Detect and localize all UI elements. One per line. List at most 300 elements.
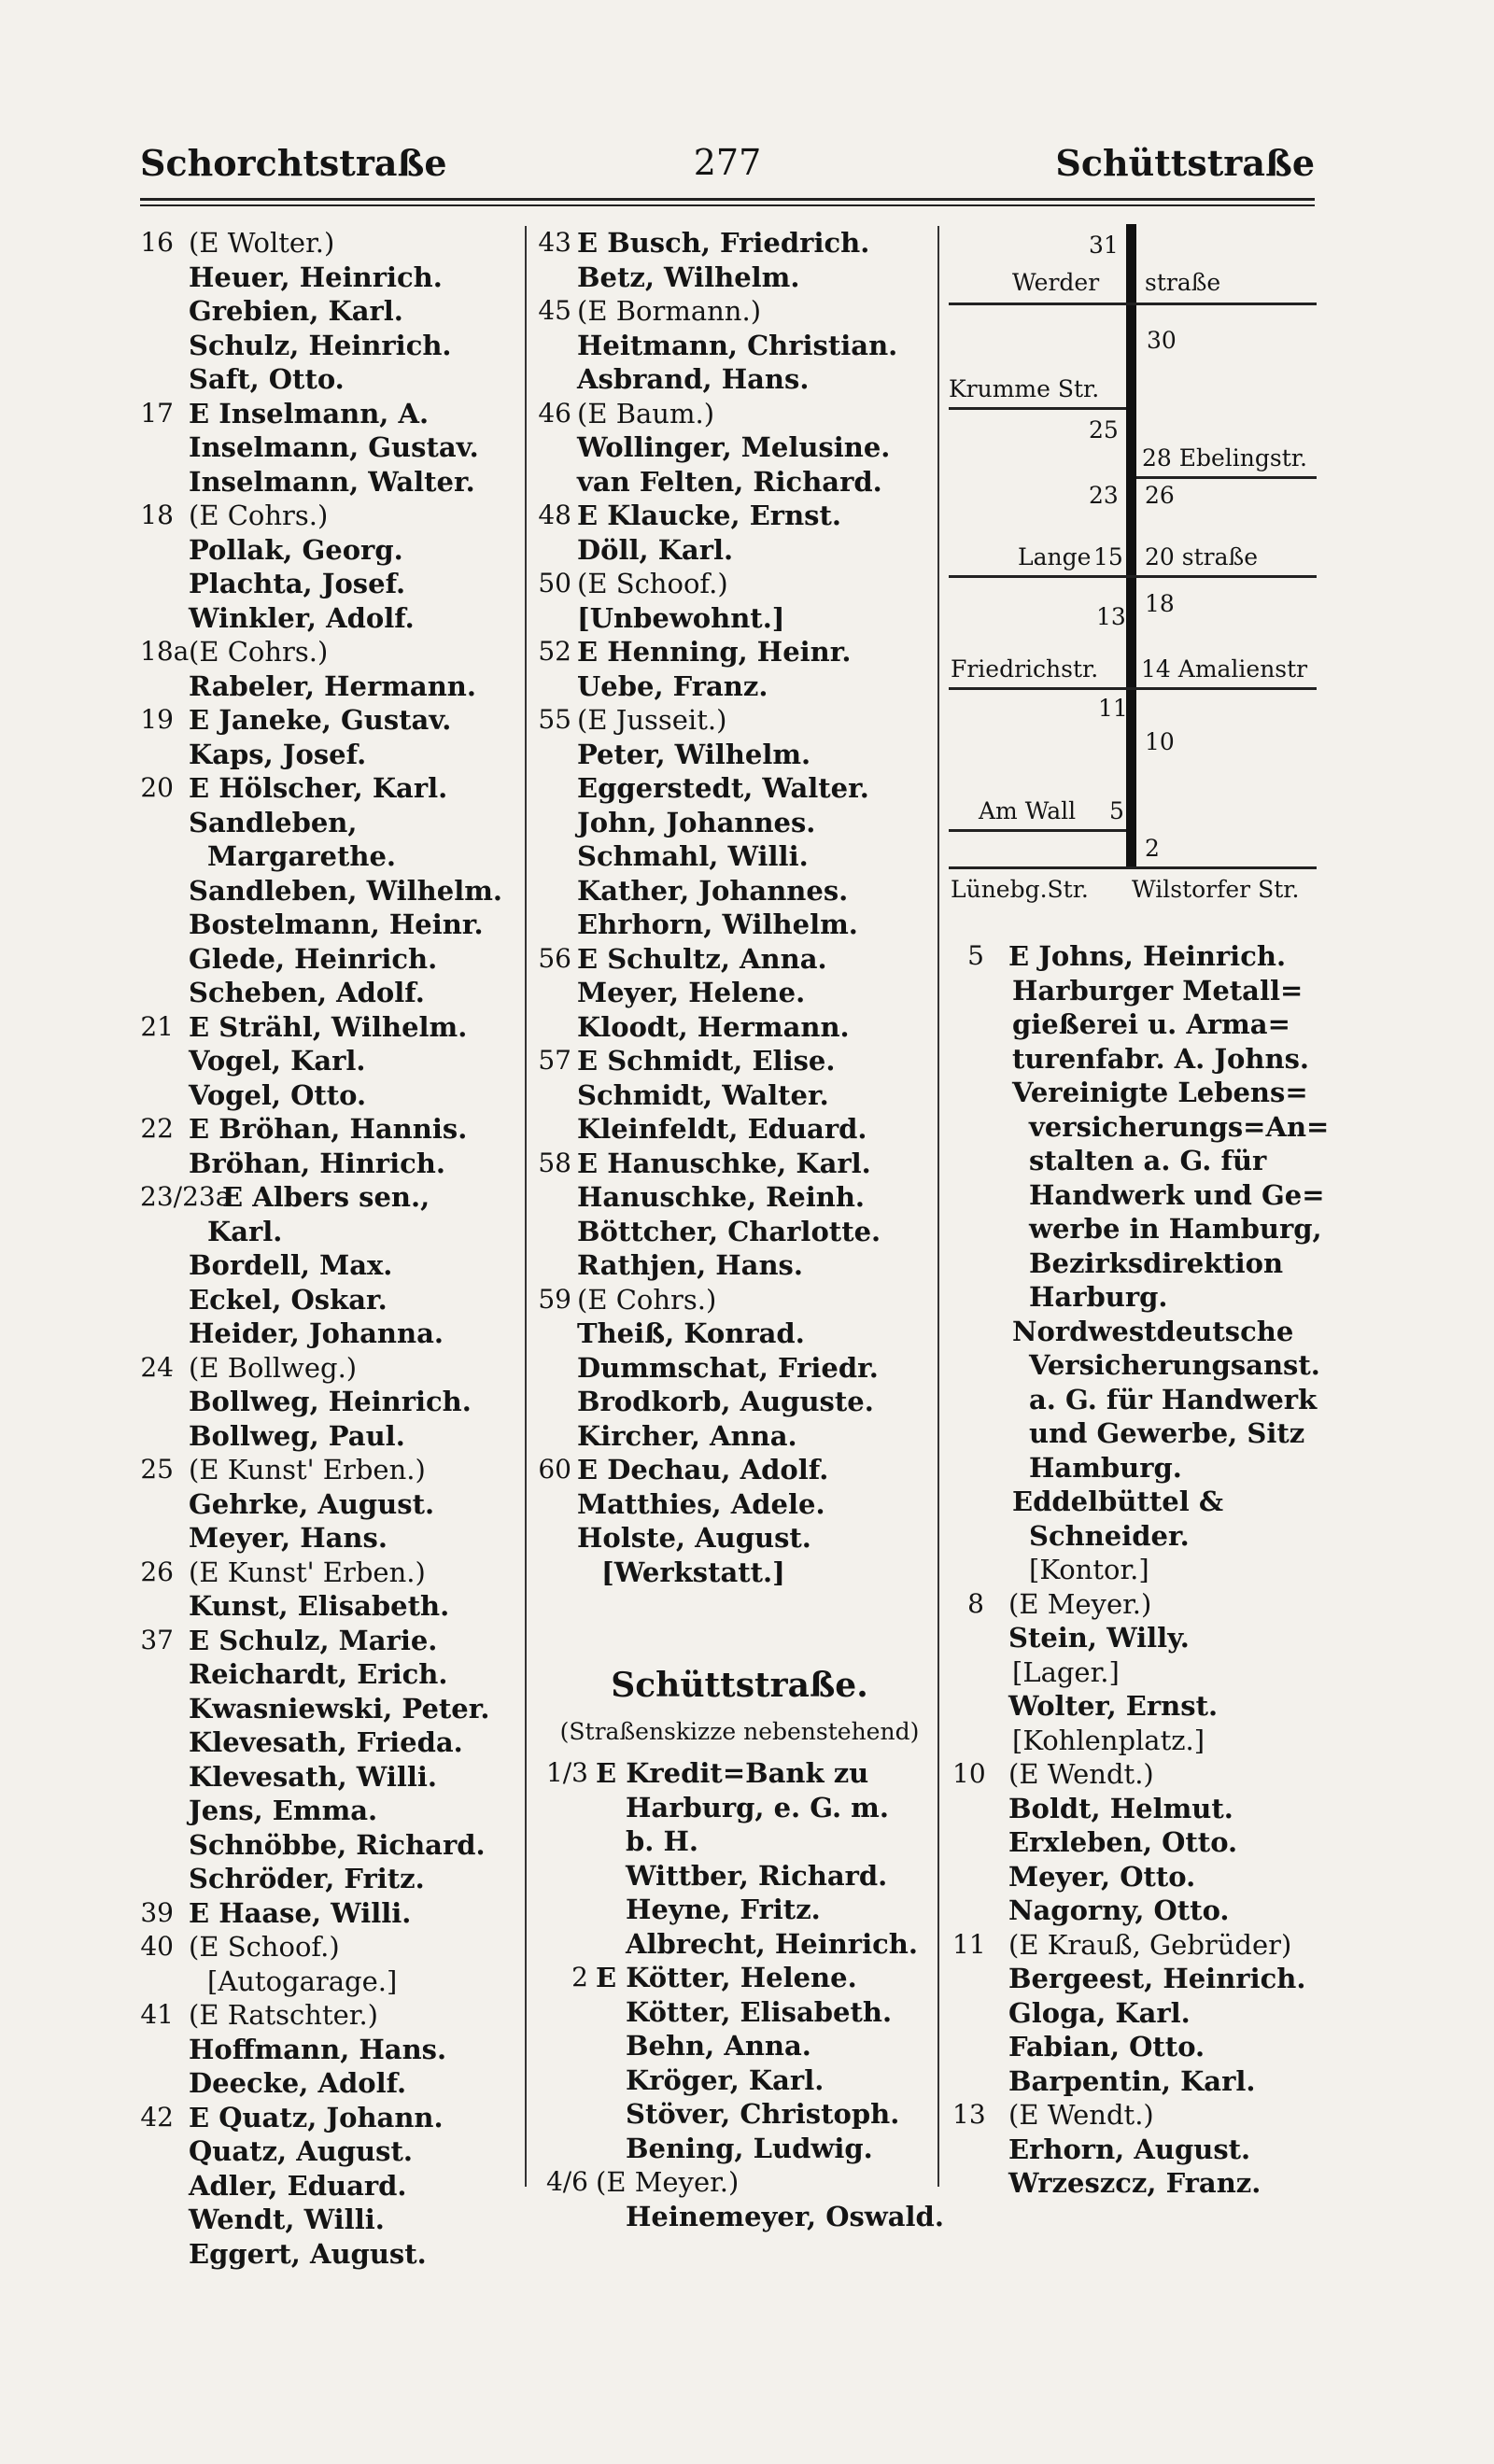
house-number: 24 (140, 1351, 174, 1383)
directory-entry (140, 1112, 523, 1147)
column-2-entries-top (536, 226, 943, 1589)
resident-name: Karl. (207, 1215, 283, 1247)
house-number: 52 (538, 636, 571, 667)
sketch-street-label: straße (1145, 269, 1221, 296)
resident-name: E Johns, Heinrich. (1008, 940, 1287, 972)
resident-name: Jens, Emma. (189, 1795, 378, 1826)
resident-name: Vogel, Otto. (189, 1078, 367, 1111)
resident-name: Schneider. (1029, 1519, 1190, 1552)
house-number: 16 (140, 227, 174, 258)
sketch-street-label: Lange (1018, 543, 1092, 570)
directory-entry (536, 839, 943, 874)
house-number: 43 (538, 227, 571, 258)
spacer (536, 1624, 943, 1658)
resident-name: Bröhan, Hinrich. (189, 1147, 445, 1179)
directory-entry (536, 533, 943, 568)
section-subtitle: (Straßenskizze nebenstehend) (559, 1718, 920, 1745)
directory-entry (536, 2200, 943, 2234)
resident-name: E Schulz, Marie. (189, 1624, 438, 1656)
directory-entry (140, 362, 523, 397)
directory-entry (952, 1110, 1330, 1145)
sketch-number: 18 (1145, 590, 1175, 617)
directory-entry (140, 1248, 523, 1283)
directory-entry (140, 2203, 523, 2237)
resident-name: (E Krauß, Gebrüder) (1008, 1928, 1292, 1961)
resident-name: (E Wendt.) (1008, 1758, 1154, 1790)
resident-name: Pollak, Georg. (189, 533, 403, 566)
resident-name: Inselmann, Gustav. (189, 431, 479, 463)
resident-name: Dummschat, Friedr. (577, 1351, 879, 1384)
house-number: 5 (967, 940, 984, 971)
resident-name: Kleinfeldt, Eduard. (577, 1113, 867, 1145)
resident-name: Eddelbüttel & (1012, 1485, 1224, 1517)
directory-entry (140, 430, 523, 465)
directory-entry (536, 1147, 943, 1181)
directory-entry (536, 430, 943, 465)
directory-entry (952, 1860, 1317, 1894)
sketch-cross-street (949, 407, 1126, 410)
resident-name: (E Ratschter.) (189, 1999, 378, 2031)
house-number: 58 (538, 1147, 571, 1178)
sketch-street-label: 20 straße (1145, 543, 1258, 570)
house-number: 56 (538, 942, 571, 974)
directory-entry (952, 939, 1317, 974)
directory-entry (536, 1521, 943, 1556)
resident-name: Bollweg, Paul. (189, 1419, 405, 1452)
resident-name: Kloodt, Hermann. (577, 1010, 850, 1043)
resident-name: versicherungs=An= (1029, 1110, 1330, 1143)
house-number: 8 (967, 1587, 984, 1619)
directory-entry (536, 1556, 943, 1590)
directory-entry (140, 1692, 523, 1726)
directory-entry (140, 1930, 523, 1964)
directory-entry (952, 2133, 1317, 2167)
header-street-left: Schorchtstraße (140, 142, 447, 184)
directory-entry (140, 2237, 523, 2272)
directory-entry (536, 1453, 943, 1487)
resident-name: (E Kunst' Erben.) (189, 1556, 426, 1588)
directory-entry (140, 1351, 523, 1386)
directory-entry (952, 1587, 1317, 1622)
house-number: 20 (140, 772, 174, 803)
sketch-street-label: Wilstorfer Str. (1132, 876, 1300, 903)
resident-name: Schmidt, Walter. (577, 1078, 829, 1111)
resident-name: Theiß, Konrad. (577, 1317, 805, 1349)
resident-name: Schmahl, Willi. (577, 840, 809, 872)
resident-name: Meyer, Otto. (1008, 1860, 1196, 1893)
resident-name: E Strähl, Wilhelm. (189, 1010, 468, 1043)
directory-entry (952, 1485, 1317, 1519)
column-2 (536, 226, 943, 2233)
house-number: 40 (140, 1931, 174, 1962)
directory-entry (140, 226, 523, 260)
resident-name: (E Wolter.) (189, 227, 335, 259)
directory-entry (140, 1896, 523, 1931)
directory-entry (536, 1112, 943, 1147)
resident-name: [Werkstatt.] (601, 1556, 785, 1588)
directory-entry (536, 1078, 943, 1113)
directory-entry (140, 1215, 523, 1249)
resident-name: Kwasniewski, Peter. (189, 1692, 490, 1725)
directory-entry (952, 2030, 1317, 2064)
directory-entry (536, 397, 943, 431)
directory-entry (952, 1996, 1317, 2031)
directory-entry (952, 1416, 1317, 1451)
directory-entry (140, 669, 523, 704)
resident-name: gießerei u. Arma= (1012, 1008, 1290, 1040)
directory-entry (536, 465, 943, 500)
column-3 (952, 939, 1330, 2201)
resident-name: Handwerk und Ge= (1029, 1178, 1325, 1211)
resident-name: (E Jusseit.) (577, 704, 727, 736)
house-number: 11 (952, 1928, 986, 1960)
page-number: 277 (693, 142, 762, 183)
directory-entry (140, 1283, 523, 1317)
street-sketch (949, 224, 1317, 915)
directory-entry (952, 1315, 1317, 1349)
resident-name: Kötter, Elisabeth. (626, 1995, 893, 2028)
directory-entry (140, 2033, 523, 2067)
directory-entry (536, 874, 943, 908)
sketch-number: 13 (1096, 603, 1126, 630)
resident-name: Kröger, Karl. (626, 2063, 825, 2096)
resident-name: Schröder, Fritz. (189, 1863, 425, 1894)
resident-name: Wollinger, Melusine. (577, 431, 891, 463)
resident-name: [Lager.] (1012, 1655, 1120, 1688)
resident-name: Betz, Wilhelm. (577, 260, 800, 293)
resident-name: [Kontor.] (1029, 1554, 1149, 1585)
directory-entry (140, 1487, 523, 1522)
directory-entry (140, 601, 523, 636)
resident-name: [Unbewohnt.] (577, 601, 785, 634)
directory-entry (140, 1419, 523, 1454)
directory-entry (952, 1825, 1317, 1860)
directory-entry (140, 294, 523, 329)
directory-entry (140, 908, 523, 942)
house-number: 10 (952, 1758, 986, 1789)
resident-name: Heuer, Heinrich. (189, 260, 443, 293)
resident-name: Harburg. (1029, 1281, 1168, 1313)
house-number: 46 (538, 397, 571, 429)
sketch-cross-street (1136, 476, 1317, 479)
directory-entry (140, 1180, 523, 1215)
resident-name: Fabian, Otto. (1008, 2031, 1205, 2063)
resident-name: E Klaucke, Ernst. (577, 500, 841, 531)
directory-entry (536, 1893, 943, 1927)
resident-name: Vogel, Karl. (189, 1045, 366, 1077)
resident-name: Klevesath, Frieda. (189, 1726, 463, 1758)
resident-name: Matthies, Adele. (577, 1487, 825, 1520)
directory-entry (952, 1894, 1317, 1928)
resident-name: Gehrke, August. (189, 1487, 435, 1520)
resident-name: Stein, Willy. (1008, 1622, 1190, 1654)
resident-name: Kaps, Josef. (189, 738, 367, 770)
resident-name: (E Meyer.) (596, 2166, 740, 2198)
resident-name: Sandleben, (189, 806, 358, 838)
directory-entry (140, 1385, 523, 1419)
directory-entry (536, 567, 943, 601)
spacer (536, 1589, 943, 1624)
directory-entry (536, 2029, 943, 2063)
resident-name: Wolter, Ernst. (1008, 1690, 1219, 1722)
resident-name: (E Cohrs.) (189, 500, 329, 531)
sketch-street-label: Friedrichstr. (951, 655, 1099, 683)
sketch-number: 5 (1109, 797, 1124, 824)
house-number: 55 (538, 704, 571, 735)
resident-name: Inselmann, Walter. (189, 465, 475, 498)
resident-name: Rabeler, Hermann. (189, 669, 476, 702)
directory-entry (536, 1487, 943, 1522)
directory-entry (536, 738, 943, 772)
directory-entry (140, 1964, 523, 1999)
directory-entry (140, 1044, 523, 1078)
directory-entry (140, 1624, 523, 1658)
directory-entry (952, 1792, 1317, 1826)
resident-name: John, Johannes. (577, 806, 816, 838)
house-number: 22 (140, 1113, 174, 1144)
directory-entry (140, 806, 523, 840)
resident-name: Heitmann, Christian. (577, 329, 898, 361)
resident-name: Kircher, Anna. (577, 1419, 797, 1452)
house-number: 18a (140, 636, 190, 667)
house-number: 37 (140, 1624, 174, 1655)
resident-name: Adler, Eduard. (189, 2169, 407, 2202)
directory-entry (952, 1348, 1320, 1383)
directory-entry (536, 635, 943, 669)
directory-entry (536, 2097, 943, 2132)
directory-entry (140, 2101, 523, 2135)
resident-name: (E Bollweg.) (189, 1351, 358, 1384)
section-title: Schüttstraße. (611, 1666, 868, 1705)
directory-entry (952, 1757, 1317, 1792)
directory-entry (952, 2166, 1317, 2201)
resident-name: Glede, Heinrich. (189, 942, 438, 975)
resident-name: Sandleben, Wilhelm. (189, 874, 502, 907)
resident-name: und Gewerbe, Sitz (1029, 1417, 1305, 1449)
directory-entry (536, 1283, 943, 1317)
resident-name: Bollweg, Heinrich. (189, 1386, 472, 1417)
resident-name: Harburg, e. G. m. (626, 1791, 889, 1823)
directory-entry (140, 1147, 523, 1181)
resident-name: Ehrhorn, Wilhelm. (577, 908, 858, 940)
directory-entry (140, 567, 523, 601)
resident-name: (E Baum.) (577, 397, 715, 429)
sketch-street-label: Krumme Str. (949, 375, 1100, 402)
sketch-main-street (1126, 224, 1136, 868)
directory-entry (536, 2063, 943, 2098)
house-number: 60 (538, 1454, 571, 1485)
resident-name: Gloga, Karl. (1008, 1996, 1191, 2029)
directory-entry (536, 976, 943, 1010)
sketch-number: 2 (1145, 835, 1160, 862)
resident-name: Kather, Johannes. (577, 874, 849, 907)
resident-name: (E Schoof.) (577, 568, 728, 599)
directory-entry (536, 1010, 943, 1045)
resident-name: (E Schoof.) (189, 1931, 340, 1963)
directory-entry (952, 2064, 1317, 2099)
directory-entry (140, 499, 523, 533)
resident-name: Hamburg. (1029, 1451, 1182, 1484)
resident-name: Bening, Ludwig. (626, 2132, 873, 2164)
directory-entry (952, 1042, 1317, 1077)
house-number: 13 (952, 2099, 986, 2130)
resident-name: E Quatz, Johann. (189, 2101, 444, 2133)
directory-entry (952, 1007, 1317, 1042)
sketch-street-label: Lünebg.Str. (951, 876, 1089, 903)
resident-name: turenfabr. A. Johns. (1012, 1042, 1309, 1075)
resident-name: [Autogarage.] (207, 1964, 398, 1997)
house-number: 48 (538, 500, 571, 530)
header-rule-thin (140, 204, 1315, 206)
directory-entry (140, 1010, 523, 1045)
sketch-street-label: 28 Ebelingstr. (1142, 444, 1307, 472)
resident-name: Kunst, Elisabeth. (189, 1590, 450, 1622)
directory-entry (140, 874, 523, 908)
header-street-right: Schüttstraße (1055, 142, 1315, 184)
column-1 (140, 226, 523, 2271)
house-number: 57 (538, 1045, 571, 1076)
directory-entry (952, 1212, 1322, 1246)
directory-entry (952, 1383, 1317, 1417)
directory-entry (952, 1928, 1317, 1963)
directory-entry (536, 2132, 943, 2166)
directory-entry (536, 1180, 943, 1215)
resident-name: (E Cohrs.) (577, 1283, 717, 1316)
resident-name: Nagorny, Otto. (1008, 1894, 1230, 1926)
directory-entry (536, 1995, 943, 2030)
directory-entry (140, 1998, 523, 2033)
resident-name: Eggerstedt, Walter. (577, 772, 869, 804)
resident-name: (E Bormann.) (577, 295, 762, 327)
directory-entry (952, 1519, 1317, 1554)
directory-entry (536, 908, 943, 942)
resident-name: Deecke, Adolf. (189, 2067, 407, 2099)
resident-name: Bergeest, Heinrich. (1008, 1963, 1306, 1994)
resident-name: E Kredit=Bank zu (596, 1757, 869, 1789)
resident-name: E Schultz, Anna. (577, 942, 827, 975)
directory-entry (140, 942, 523, 977)
house-number: 18 (140, 500, 174, 530)
directory-entry (536, 1316, 943, 1351)
resident-name: Asbrand, Hans. (577, 363, 810, 395)
resident-name: a. G. für Handwerk (1029, 1383, 1318, 1415)
directory-entry (952, 1689, 1317, 1724)
resident-name: E Haase, Willi. (189, 1896, 412, 1929)
directory-entry (140, 260, 523, 295)
page-header (140, 142, 1315, 189)
directory-entry (536, 362, 943, 397)
directory-entry (140, 1521, 523, 1556)
column-2-entries-bottom (536, 1756, 943, 2233)
resident-name: E Hölscher, Karl. (189, 772, 448, 804)
house-number: 42 (140, 2101, 174, 2133)
resident-name: (E Kunst' Erben.) (189, 1454, 426, 1485)
resident-name: E Bröhan, Hannis. (189, 1113, 468, 1145)
resident-name: Plachta, Josef. (189, 568, 406, 599)
directory-entry (140, 1589, 523, 1624)
house-number: 41 (140, 1999, 174, 2030)
sketch-number: 11 (1098, 695, 1128, 722)
resident-name: Holste, August. (577, 1522, 811, 1554)
resident-name: Bordell, Max. (189, 1249, 393, 1281)
directory-entry (140, 533, 523, 568)
house-number: 39 (140, 1896, 174, 1928)
resident-name: Stöver, Christoph. (626, 2098, 900, 2130)
directory-entry (140, 635, 523, 669)
resident-name: Meyer, Hans. (189, 1522, 388, 1554)
resident-name: Versicherungsanst. (1029, 1349, 1320, 1381)
directory-entry (140, 703, 523, 738)
house-number: 1/3 (545, 1757, 588, 1788)
directory-entry (140, 771, 523, 806)
resident-name: Bostelmann, Heinr. (189, 908, 484, 940)
directory-entry (536, 942, 943, 977)
sketch-number: 30 (1147, 327, 1177, 354)
sketch-number: 31 (1089, 232, 1119, 259)
directory-entry (140, 329, 523, 363)
directory-entry (140, 1453, 523, 1487)
directory-entry (140, 1828, 523, 1863)
directory-entry (140, 2169, 523, 2204)
directory-entry (536, 771, 943, 806)
resident-name: Reichardt, Erich. (189, 1658, 448, 1690)
sketch-cross-street (949, 575, 1317, 578)
directory-entry (536, 1756, 943, 1791)
resident-name: Wittber, Richard. (626, 1859, 888, 1892)
house-number: 50 (538, 568, 571, 598)
house-number: 19 (140, 704, 174, 735)
directory-entry (140, 465, 523, 500)
directory-entry (536, 2165, 943, 2200)
house-number: 59 (538, 1283, 571, 1315)
house-number: 45 (538, 295, 571, 326)
directory-entry (536, 1859, 943, 1894)
directory-entry (140, 2134, 523, 2169)
sketch-cross-street (949, 303, 1317, 305)
resident-name: Erxleben, Otto. (1008, 1826, 1238, 1858)
resident-name: b. H. (626, 1825, 698, 1857)
directory-entry (140, 738, 523, 772)
resident-name: Wendt, Willi. (189, 2204, 385, 2235)
directory-entry (536, 669, 943, 704)
sketch-number: 15 (1093, 543, 1123, 570)
resident-name: E Henning, Heinr. (577, 636, 852, 668)
directory-entry (140, 1862, 523, 1896)
resident-name: Vereinigte Lebens= (1012, 1077, 1308, 1108)
directory-entry (952, 1178, 1325, 1213)
directory-entry (140, 1760, 523, 1795)
resident-name: Scheben, Adolf. (189, 977, 425, 1008)
directory-entry (952, 1962, 1317, 1996)
directory-entry (952, 1076, 1317, 1110)
resident-name: Hanuschke, Reinh. (577, 1181, 865, 1213)
directory-entry (536, 1248, 943, 1283)
directory-entry (140, 1078, 523, 1113)
directory-entry (952, 974, 1317, 1008)
directory-entry (140, 1316, 523, 1351)
directory-entry (140, 839, 523, 874)
resident-name: Böttcher, Charlotte. (577, 1215, 881, 1247)
sketch-street-label: Am Wall (979, 797, 1077, 824)
header-rule (140, 198, 1315, 201)
resident-name: stalten a. G. für (1029, 1145, 1267, 1176)
resident-name: Margarethe. (207, 840, 396, 872)
resident-name: Heider, Johanna. (189, 1317, 444, 1349)
directory-entry (140, 397, 523, 431)
directory-entry (952, 1553, 1317, 1587)
directory-entry (536, 1215, 943, 1249)
directory-entry (536, 499, 943, 533)
